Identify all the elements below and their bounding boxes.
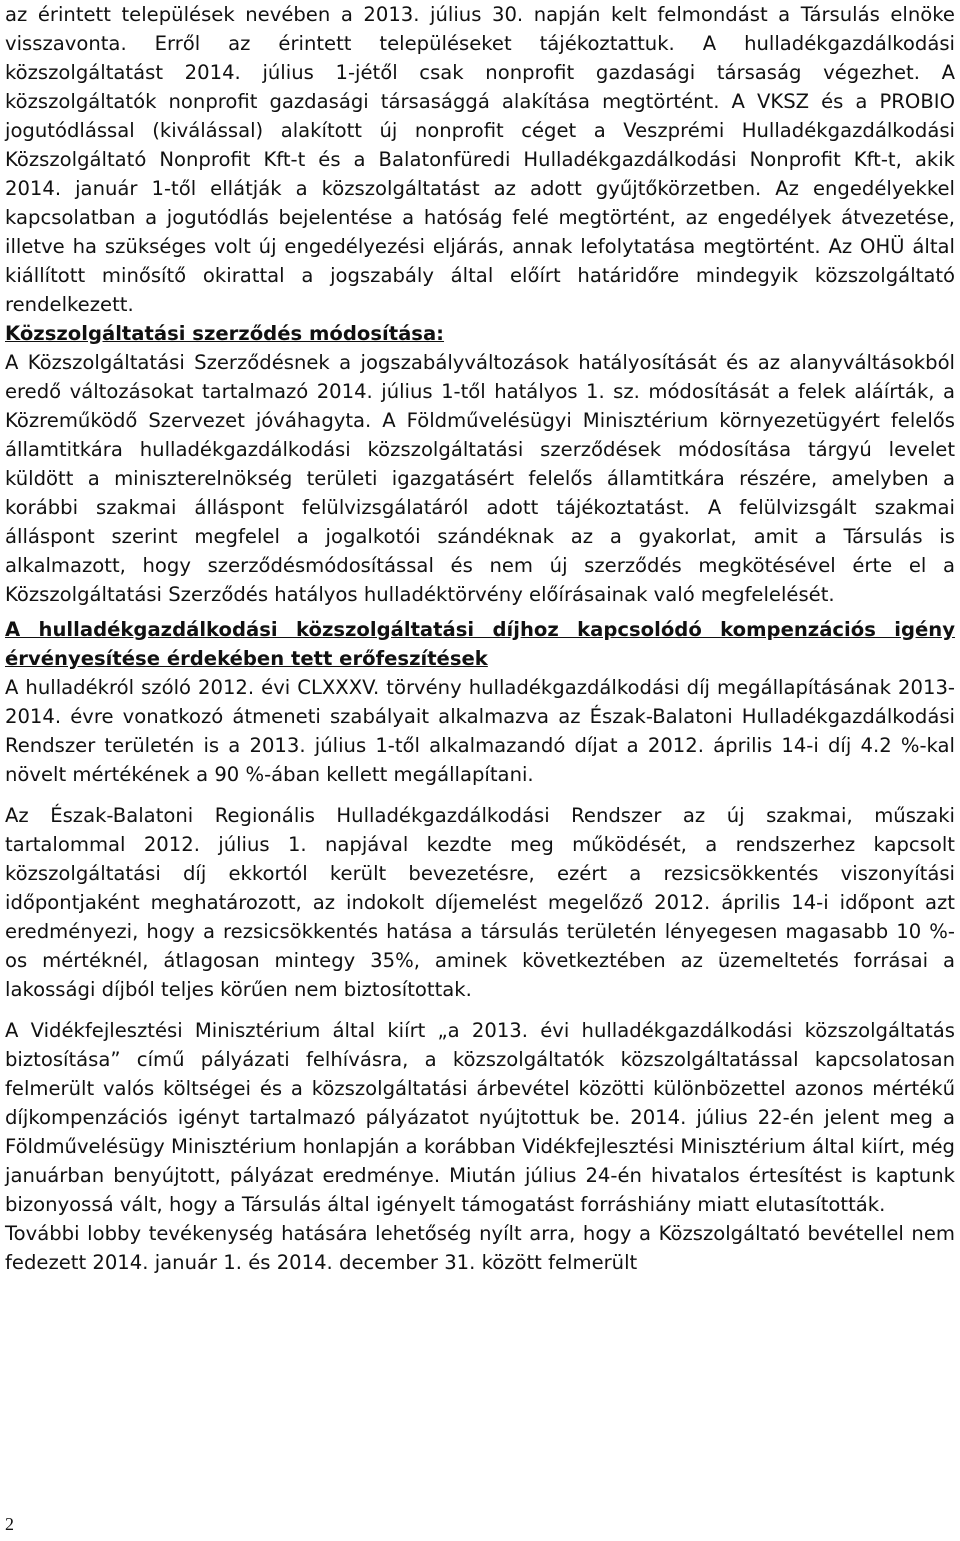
page-number: 2 xyxy=(5,1514,14,1534)
paragraph-5: A Vidékfejlesztési Minisztérium által kiírt „a 2013. évi hulladékgazdálkodási közszolgáltatás biztosítása” című pályázati felhívásra, a közszolgáltatók közszolgáltatással kapcsolatosan felmerült valós költségei és a közszolgáltatási árbevétel közötti különbözettel azonos mértékű díjkompenzációs igényt tartalmazó pályázatot nyújtottuk be. 2014. július 22-én jelent meg a Földművelésügy Minisztérium honlapján a korábban Vidékfejlesztési Minisztérium által kiírt, még januárban benyújtott, pályázat eredménye. Miután július 24-én hivatalos értesítést is kaptunk bizonyossá vált, hogy a Társulás által igényelt támogatást forráshiány miatt elutasították. xyxy=(5,1019,955,1216)
paragraph-1: az érintett települések nevében a 2013. július 30. napján kelt felmondást a Társulás elnöke visszavonta. Erről az érintett településeket tájékoztattuk. A hulladékgazdálkodási közszolgáltatást 2014. július 1-jétől csak nonprofit gazdasági társaság végezhet. A közszolgáltatók nonprofit gazdasági társasággá alakítása megtörtént. A VKSZ és a PROBIO jogutódlással (kiválással) alakított új nonprofit céget a Veszprémi Hulladékgazdálkodási Közszolgáltató Nonprofit Kft-t és a Balatonfüredi Hulladékgazdálkodási Nonprofit Kft-t, akik 2014. január 1-től ellátják a közszolgáltatást az adott gyűjtőkörzetben. Az engedélyekkel kapcsolatban a jogutódlás bejelentése a hatóság felé megtörtént, az engedélyek átvezetése, illetve ha szükséges volt új engedélyezési eljárás, annak lefolytatása megtörtént. Az OHÜ által kiállított minősítő okirattal a jogszabály által előírt határidőre mindegyik közszolgáltató rendelkezett. xyxy=(5,3,955,316)
section-heading-contract-amendment: Közszolgáltatási szerződés módosítása: xyxy=(5,322,445,345)
paragraph-6: További lobby tevékenység hatására lehetőség nyílt arra, hogy a Közszolgáltató bevétellel nem fedezett 2014. január 1. és 2014. december 31. között felmerült xyxy=(5,1222,955,1274)
paragraph-3: A hulladékról szóló 2012. évi CLXXXV. törvény hulladékgazdálkodási díj megállapításának 2013-2014. évre vonatkozó átmeneti szabályait alkalmazva az Észak-Balatoni Hulladékgazdálkodási Rendszer területén is a 2013. július 1-től alkalmazandó díjat a 2012. április 14-i díj 4.2 %-kal növelt mértékének a 90 %-ában kellett megállapítani. xyxy=(5,676,955,786)
document-page xyxy=(5,0,955,1277)
paragraph-2: A Közszolgáltatási Szerződésnek a jogszabályváltozások hatályosítását és az alanyváltásokból eredő változásokat tartalmazó 2014. július 1-től hatályos 1. sz. módosítását a felek aláírták, a Közreműködő Szervezet jóváhagyta. A Földművelésügyi Minisztérium környezetügyért felelős államtitkára hulladékgazdálkodási közszolgáltatási szerződések módosítása tárgyú levelet küldött a miniszterelnökség területi igazgatásért felelős államtitkára részére, amelyben a korábbi szakmai álláspont felülvizsgálatáról adott tájékoztatást. A felülvizsgált szakmai álláspont szerint megfelel a jogalkotói szándéknak az a gyakorlat, amit a Társulás is alkalmazott, hogy szerződésmódosítással és nem új szerződés megkötésével érte el a Közszolgáltatási Szerződés hatályos hulladéktörvény előírásainak való megfelelését. xyxy=(5,351,955,606)
section-heading-compensation: A hulladékgazdálkodási közszolgáltatási díjhoz kapcsolódó kompenzációs igény érvényesítése érdekében tett erőfeszítések xyxy=(5,618,955,670)
paragraph-4: Az Észak-Balatoni Regionális Hulladékgazdálkodási Rendszer az új szakmai, műszaki tartalommal 2012. július 1. napjával kezdte meg működését, a rendszerhez kapcsolt közszolgáltatási díj ekkortól került bevezetésre, ezért a rezsicsökkentés viszonyítási időpontjaként meghatározott, az indokolt díjemelést megelőző 2012. április 14-i időpont azt eredményezi, hogy a rezsicsökkentés hatása a társulás területén lényegesen magasabb 10 %-os mértéknél, átlagosan mintegy 35%, aminek következtében az üzemeltetés forrásai a lakossági díjból teljes körűen nem biztosítottak. xyxy=(5,804,955,1001)
